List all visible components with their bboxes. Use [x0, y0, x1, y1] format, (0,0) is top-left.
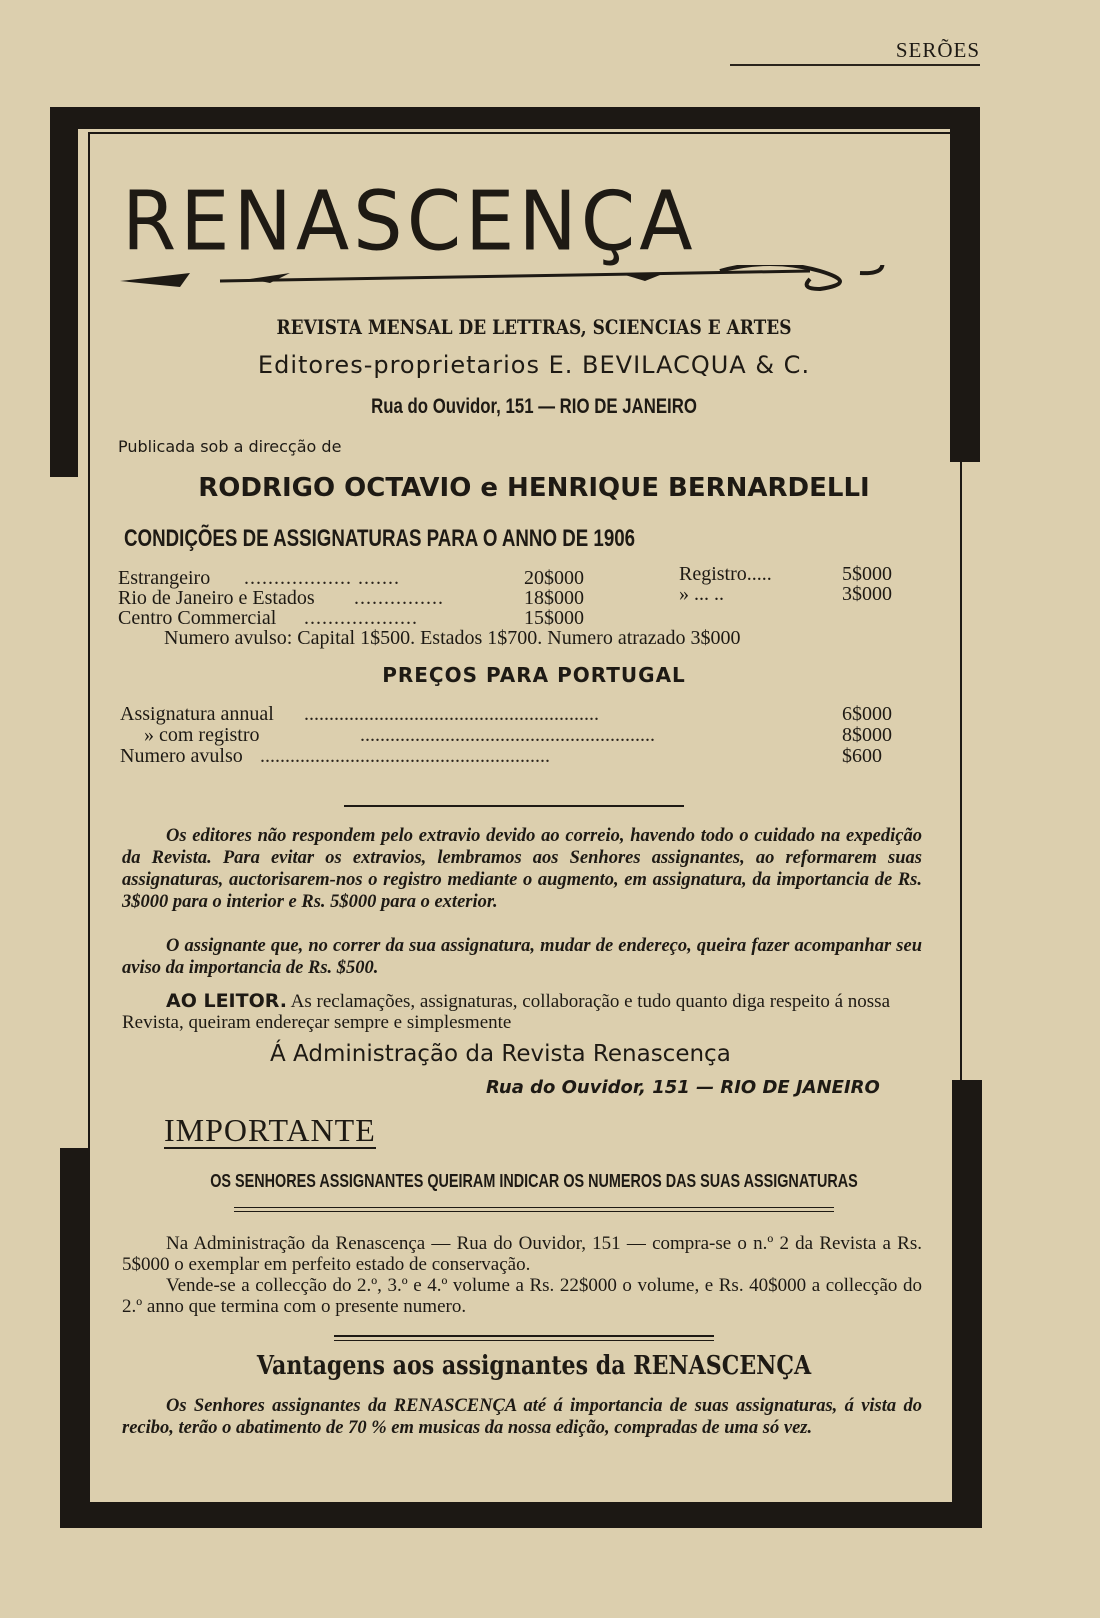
leader-dots: ...............: [354, 587, 444, 609]
frame-left-top: [50, 107, 78, 477]
notice-paragraph-1: Os editores não respondem pelo extravio devido ao correio, havendo todo o cuidado na expedição da Revista. Para evitar os extravios, lembramos aos Senhores assignantes, ao reformarem suas assignaturas, auctorisarem-nos o registro mediante o augmento, em assignatura, da importancia de Rs. 3$000 para o interior e Rs. 5$000 para o exterior.: [122, 826, 922, 912]
subscription-label: Rio de Janeiro e Estados: [118, 587, 315, 609]
important-heading: IMPORTANTE: [164, 1112, 376, 1148]
leader-dots: .................. .......: [244, 567, 400, 589]
advertisement: [94, 135, 974, 1497]
separator-rule-double: [234, 1207, 834, 1208]
portugal-price: 6$000: [842, 703, 892, 725]
frame-bottom: [60, 1503, 982, 1528]
administration-line: Á Administração da Revista Renascença: [270, 1041, 731, 1067]
important-paragraph-1: Na Administração da Renascença — Rua do Ouvidor, 151 — compra-se o n.º 2 da Revista a Rs. 5$000 o exemplar em perfeito estado de conservação.: [122, 1233, 922, 1275]
portugal-price: $600: [842, 745, 882, 767]
leader-dots: ...................: [304, 607, 418, 629]
administration-address: Rua do Ouvidor, 151 — RIO DE JANEIRO: [486, 1077, 880, 1098]
portugal-label: Numero avulso: [120, 745, 243, 767]
separator-rule-double-2: [234, 1211, 834, 1212]
subscription-label: Estrangeiro: [118, 567, 211, 589]
separator-rule-3: [334, 1335, 714, 1337]
subscription-price: 20$000: [524, 567, 584, 589]
important-paragraph-2: Vende-se a collecção do 2.º, 3.º e 4.º volume a Rs. 22$000 o volume, e Rs. 40$000 a collecção do 2.º anno que termina com o presente numero.: [122, 1275, 922, 1317]
leader-dots: ...........................................................: [304, 703, 599, 725]
registration-label: Registro.....: [679, 563, 772, 585]
subscriptions-heading: CONDIÇÕES DE ASSIGNATURAS PARA O ANNO DE 1906: [124, 525, 636, 552]
running-head: SERÕES: [895, 38, 980, 62]
separator-rule-4: [334, 1340, 714, 1341]
magazine-title: RENASCENÇA: [122, 175, 697, 270]
registration-price: 3$000: [842, 583, 892, 605]
reader-notice: [122, 991, 922, 1033]
registration-price: 5$000: [842, 563, 892, 585]
magazine-subtitle: REVISTA MENSAL DE LETTRAS, SCIENCIAS E ARTES: [276, 315, 792, 339]
portugal-label: Assignatura annual: [120, 703, 274, 725]
subscription-price: 18$000: [524, 587, 584, 609]
registration-label: » ... ..: [679, 583, 724, 605]
single-issue-prices: Numero avulso: Capital 1$500. Estados 1$700. Numero atrazado 3$000: [164, 627, 741, 649]
separator-rule: [344, 805, 684, 807]
portugal-price: 8$000: [842, 724, 892, 746]
portugal-label: » com registro: [144, 724, 260, 746]
reader-text: As reclamações, assignaturas, collaboração e tudo quanto diga respeito á nossa Revista, queiram endereçar sempre e simplesmente: [122, 991, 891, 1033]
address-line: Rua do Ouvidor, 151 — RIO DE JANEIRO: [371, 395, 697, 418]
subscription-label: Centro Commercial: [118, 607, 277, 629]
leader-dots: ...........................................................: [360, 724, 655, 746]
directors-line: RODRIGO OCTAVIO e HENRIQUE BERNARDELLI: [198, 473, 870, 503]
portugal-heading: PREÇOS PARA PORTUGAL: [382, 663, 686, 687]
publishers-line: Editores-proprietarios E. BEVILACQUA & C.: [257, 351, 811, 379]
important-line: OS SENHORES ASSIGNANTES QUEIRAM INDICAR OS NUMEROS DAS SUAS ASSIGNATURAS: [210, 1171, 858, 1191]
notice-paragraph-2: O assignante que, no correr da sua assignatura, mudar de endereço, queira fazer acompanhar seu aviso da importancia de Rs. $500.: [122, 936, 922, 978]
title-flourish-icon: [120, 265, 910, 305]
running-head-rule: [730, 64, 980, 66]
subscription-price: 15$000: [524, 607, 584, 629]
leader-dots: ..........................................................: [260, 745, 550, 767]
advantages-paragraph: Os Senhores assignantes da RENASCENÇA até á importancia de suas assignaturas, á vista do recibo, terão o abatimento de 70 % em musicas da nossa edição, compradas de uma só vez.: [122, 1396, 922, 1438]
reader-label: AO LEITOR.: [166, 990, 287, 1012]
frame-top: [50, 107, 968, 129]
advantages-heading: Vantagens aos assignantes da RENASCENÇA: [256, 1351, 812, 1381]
frame-left-bottom: [60, 1148, 90, 1528]
direction-label: Publicada sob a direcção de: [118, 437, 342, 456]
